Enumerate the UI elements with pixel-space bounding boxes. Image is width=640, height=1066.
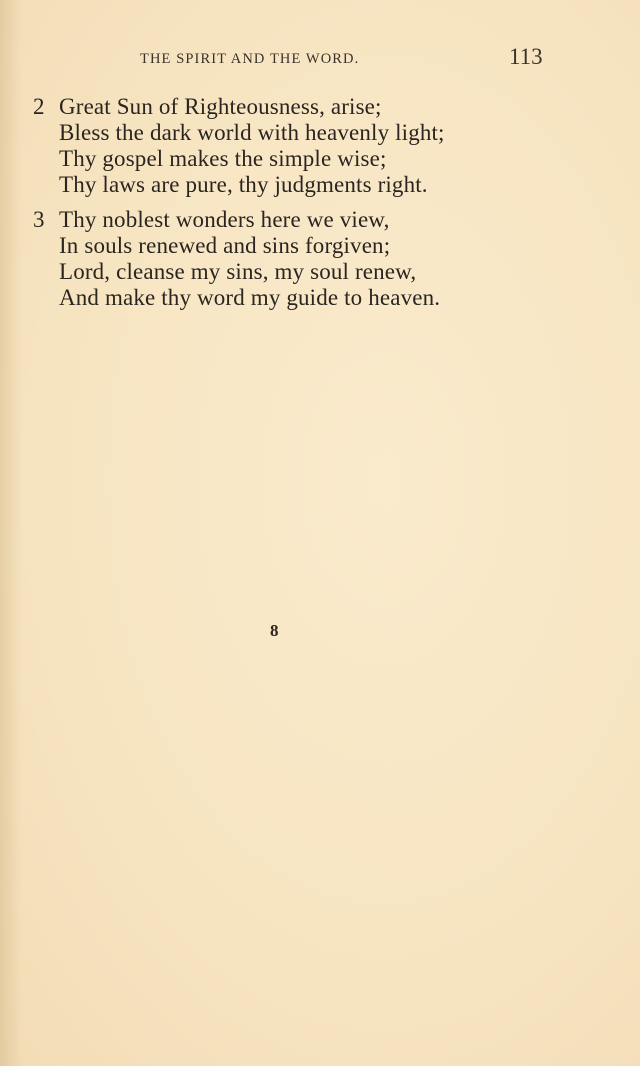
- verse-line: In souls renewed and sins forgiven;: [59, 233, 391, 258]
- stanza-number: 2: [33, 94, 45, 119]
- verse-line: Thy noblest wonders here we view,: [59, 207, 390, 232]
- signature-mark: 8: [270, 621, 279, 640]
- verse-line: And make thy word my guide to heaven.: [59, 285, 441, 310]
- verse-line: Great Sun of Righteousness, arise;: [59, 94, 382, 119]
- verse-line: Bless the dark world with heavenly light;: [59, 120, 445, 145]
- running-title: THE SPIRIT AND THE WORD.: [140, 51, 360, 67]
- verse-line: Thy gospel makes the simple wise;: [59, 146, 387, 171]
- stanza-number: 3: [33, 207, 45, 232]
- page-number: 113: [509, 44, 543, 69]
- verse-line: Lord, cleanse my sins, my soul renew,: [59, 259, 417, 284]
- verse-line: Thy laws are pure, thy judgments right.: [59, 172, 428, 197]
